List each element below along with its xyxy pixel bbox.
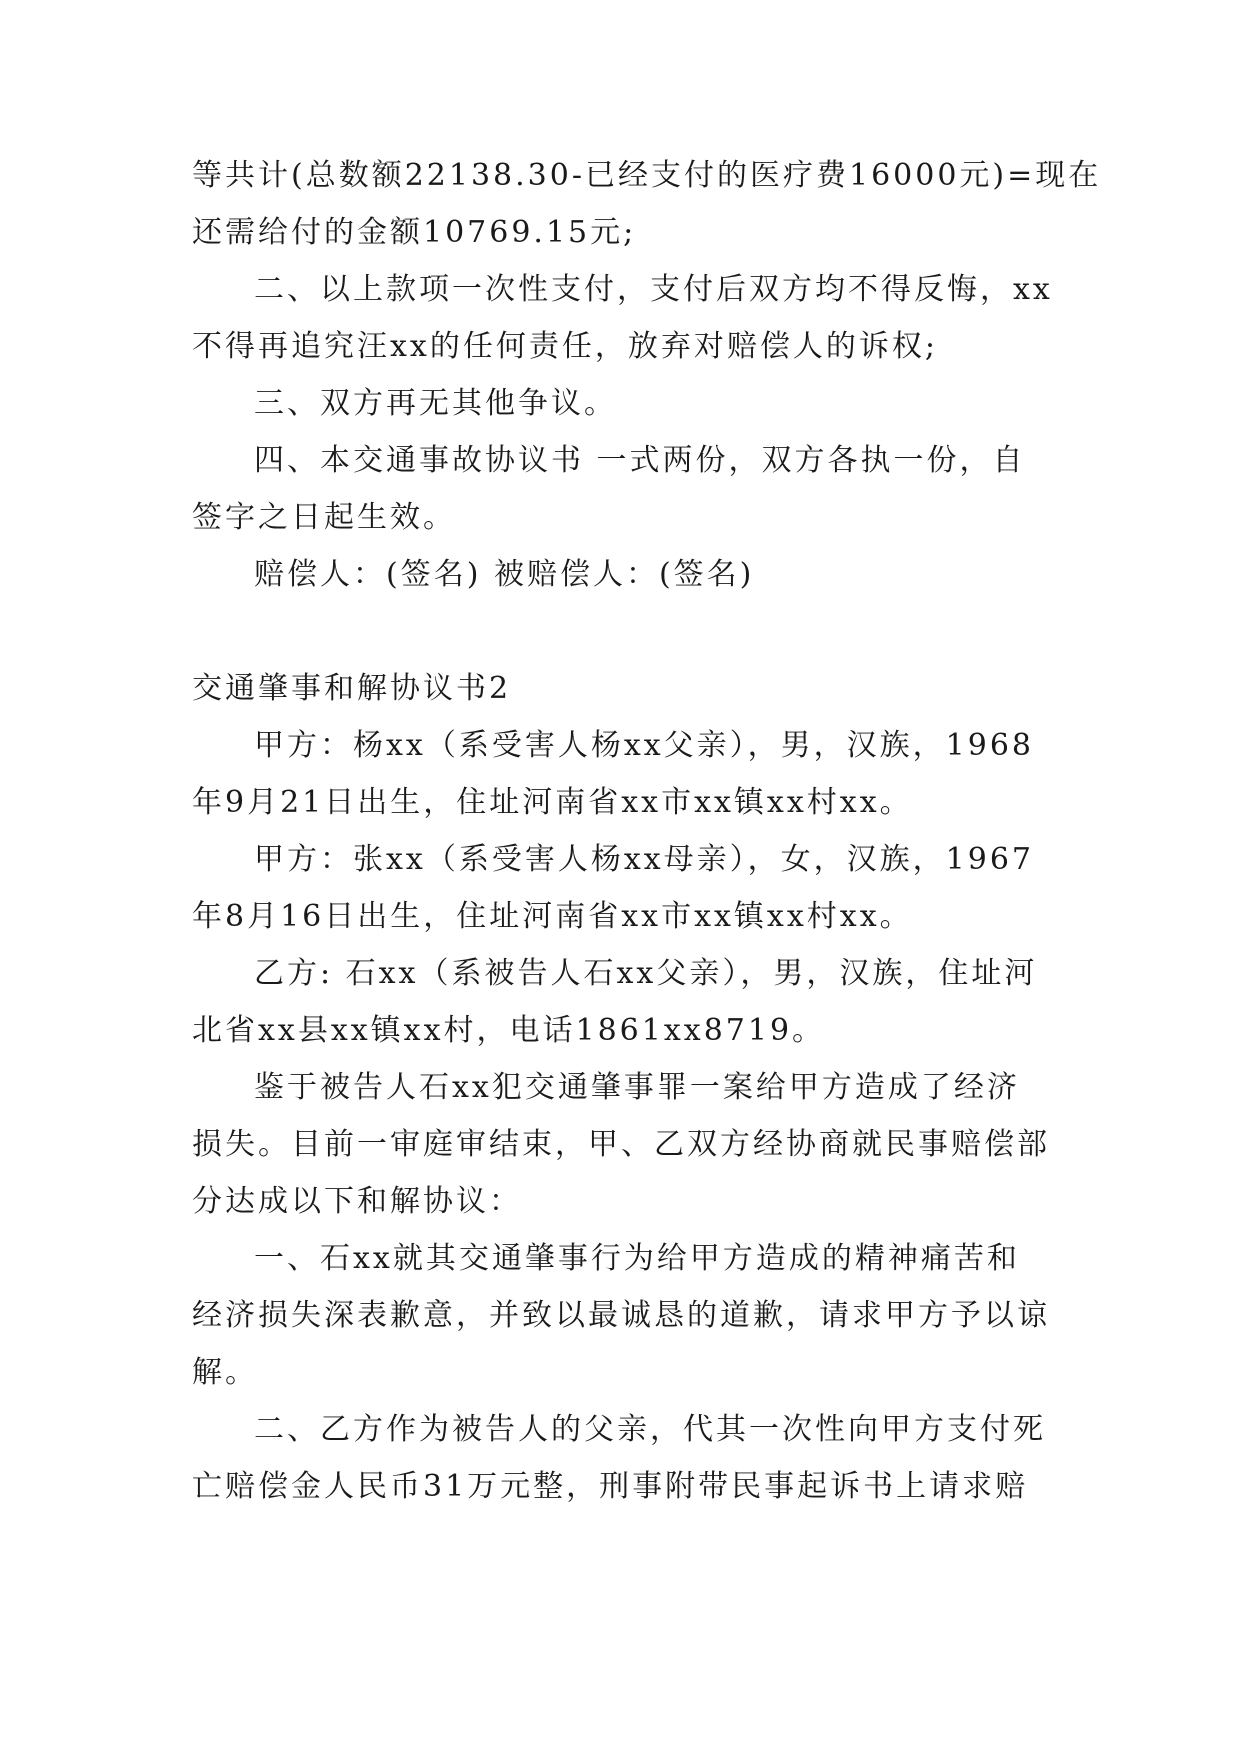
text-line: 甲方：张xx（系受害人杨xx母亲），女，汉族，1967 (254, 842, 1035, 877)
text-line: 北省xx县xx镇xx村，电话1861xx8719。 (192, 1013, 826, 1048)
text-line: 年9月21日出生，住址河南省xx市xx镇xx村xx。 (192, 785, 913, 820)
text-line: 乙方: 石xx（系被告人石xx父亲），男，汉族，住址河 (254, 956, 1038, 991)
text-line: 三、双方再无其他争议。 (254, 386, 617, 421)
text-line: 亡赔偿金人民币31万元整，刑事附带民事起诉书上请求赔 (192, 1469, 1029, 1504)
text-line: 经济损失深表歉意，并致以最诚恳的道歉，请求甲方予以谅 (192, 1298, 1050, 1333)
text-line: 一、石xx就其交通肇事行为给甲方造成的精神痛苦和 (254, 1241, 1020, 1276)
text-line: 等共计(总数额22138.30-已经支付的医疗费16000元)=现在 (192, 158, 1102, 193)
text-line: 甲方：杨xx（系受害人杨xx父亲），男，汉族，1968 (254, 728, 1035, 763)
text-line: 二、乙方作为被告人的父亲，代其一次性向甲方支付死 (254, 1412, 1046, 1447)
text-line: 分达成以下和解协议： (192, 1184, 522, 1219)
text-line: 还需给付的金额10769.15元; (192, 215, 637, 250)
text-line: 解。 (192, 1355, 258, 1390)
text-line: 签字之日起生效。 (192, 500, 456, 535)
section-title: 交通肇事和解协议书2 (192, 671, 512, 706)
text-line: 鉴于被告人石xx犯交通肇事罪一案给甲方造成了经济 (254, 1070, 1020, 1105)
text-line: 年8月16日出生，住址河南省xx市xx镇xx村xx。 (192, 899, 913, 934)
signature-line: 赔偿人：(签名) 被赔偿人：(签名) (254, 557, 755, 592)
text-line: 不得再追究汪xx的任何责任，放弃对赔偿人的诉权; (192, 329, 938, 364)
text-line: 二、以上款项一次性支付，支付后双方均不得反悔，xx (254, 272, 1053, 307)
text-line: 损失。目前一审庭审结束，甲、乙双方经协商就民事赔偿部 (192, 1127, 1050, 1162)
text-line: 四、本交通事故协议书 一式两份，双方各执一份，自 (254, 443, 1026, 478)
